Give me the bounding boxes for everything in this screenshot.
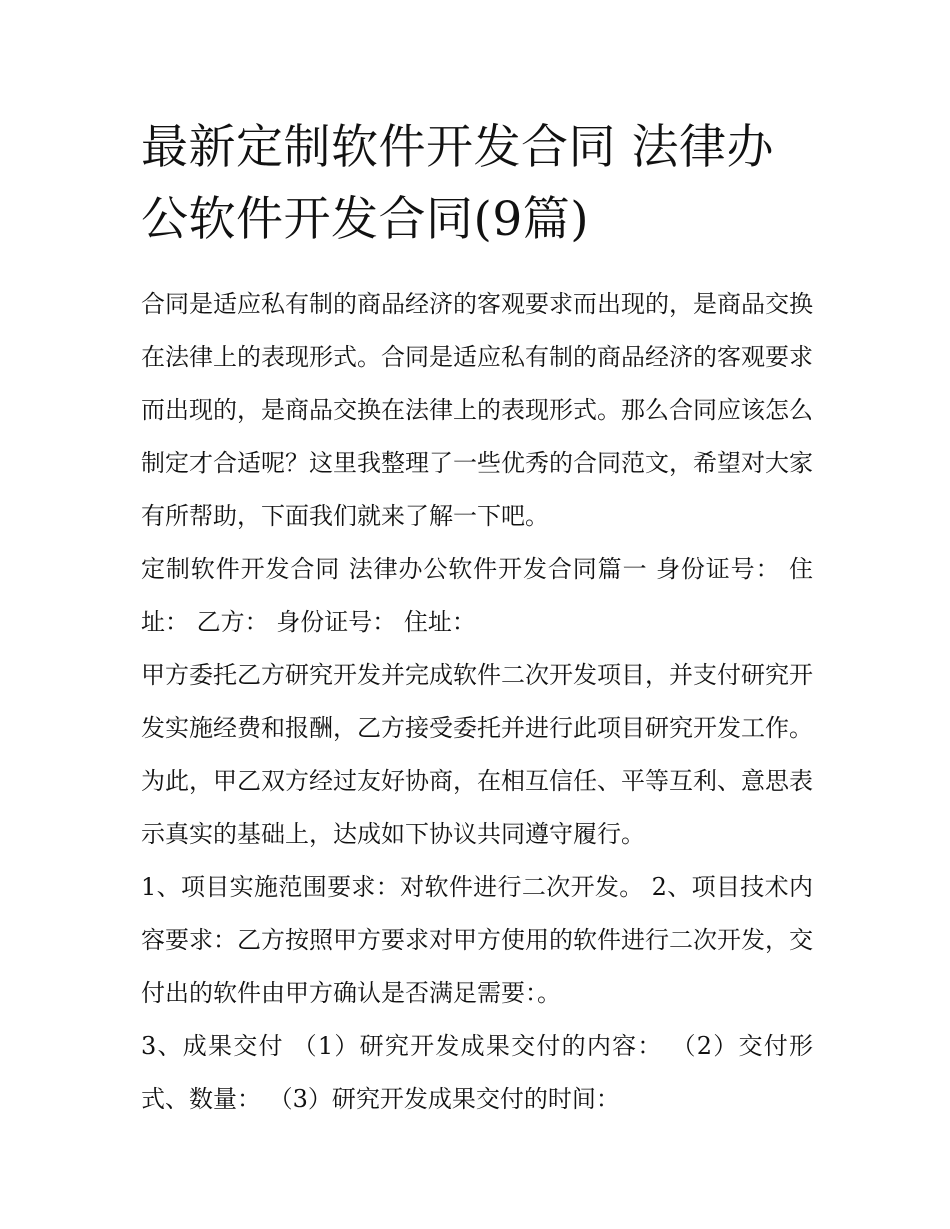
contract-purpose-paragraph: 甲方委托乙方研究开发并完成软件二次开发项目，并支付研究开发实施经费和报酬，乙方接受委托并进行此项目研究开发工作。为此，甲乙双方经过友好协商，在相互信任、平等互利、意思表示真实的基础上，达成如下协议共同遵守履行。 [141,661,813,848]
intro-paragraph: 合同是适应私有制的商品经济的客观要求而出现的，是商品交换在法律上的表现形式。合同是适应私有制的商品经济的客观要求而出现的，是商品交换在法律上的表现形式。那么合同应该怎么制定才合适呢？这里我整理了一些优秀的合同范文，希望对大家有所帮助，下面我们就来了解一下吧。 [141,290,813,530]
document-content [141,112,813,1126]
document-title: 最新定制软件开发合同 法律办公软件开发合同(9篇) [141,120,774,247]
contract-parties-paragraph: 定制软件开发合同 法律办公软件开发合同篇一 身份证号： 住址： 乙方： 身份证号： 住址： [141,555,813,636]
project-requirements-paragraph: 1、项目实施范围要求：对软件进行二次开发。 2、项目技术内容要求：乙方按照甲方要求对甲方使用的软件进行二次开发，交付出的软件由甲方确认是否满足需要：。 [141,873,813,1007]
deliverables-paragraph: 3、成果交付 （1）研究开发成果交付的内容： （2）交付形式、数量： （3）研究开发成果交付的时间： [141,1032,813,1113]
